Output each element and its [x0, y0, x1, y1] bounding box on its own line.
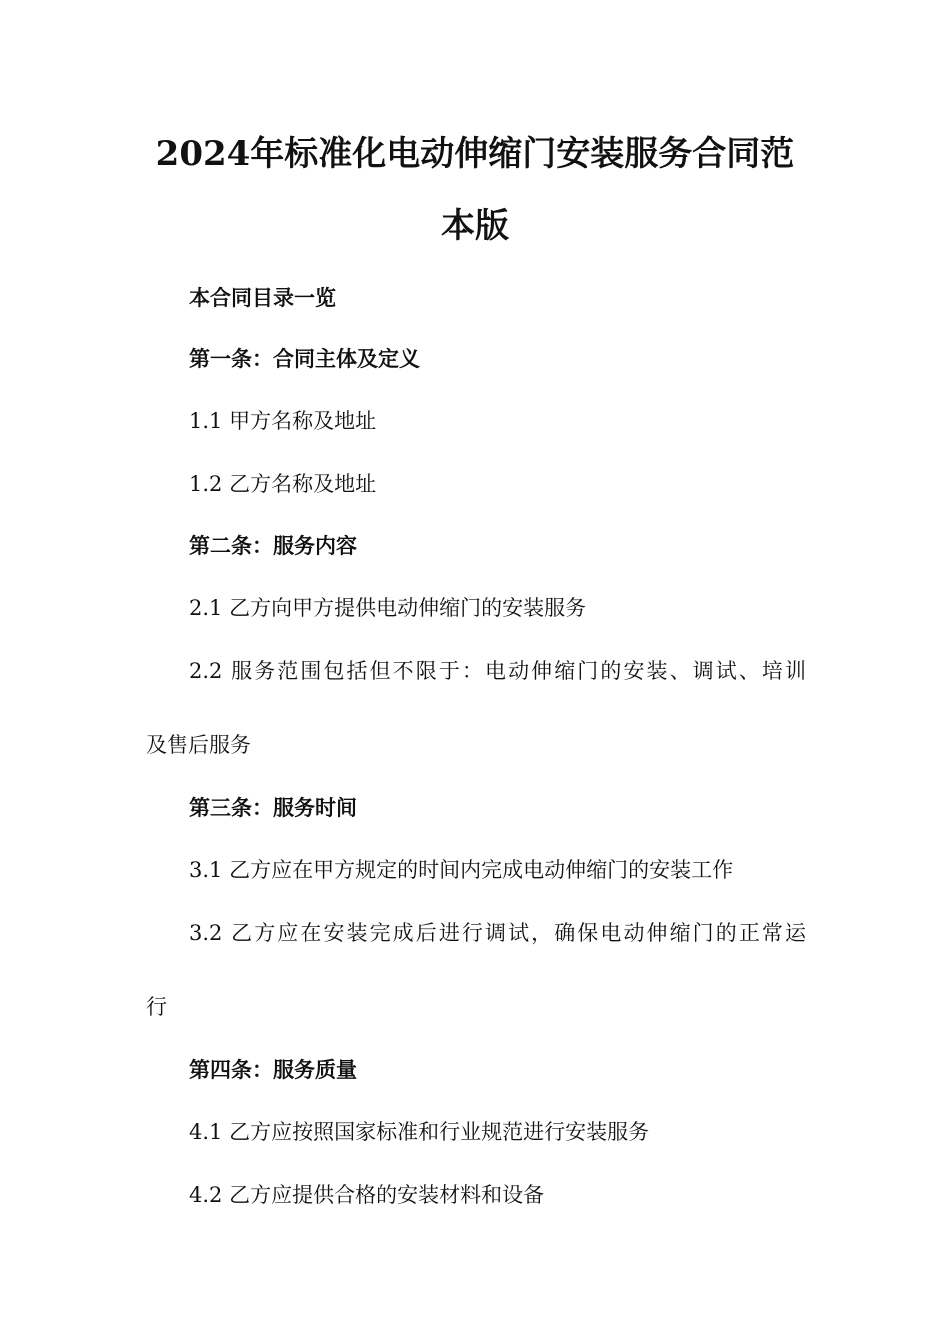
document-title-continued: 本版: [441, 206, 509, 246]
clause-3-1: 3.1 乙方应在甲方规定的时间内完成电动伸缩门的安装工作: [189, 858, 734, 882]
clause-4-1: 4.1 乙方应按照国家标准和行业规范进行安装服务: [189, 1120, 650, 1144]
article-2-heading: 第二条：服务内容: [189, 534, 357, 558]
document-title: 2024年标准化电动伸缩门安装服务合同范: [155, 134, 795, 174]
article-4-heading: 第四条：服务质量: [189, 1058, 357, 1082]
toc-heading: 本合同目录一览: [189, 286, 336, 310]
clause-2-2: 2.2 服务范围包括但不限于：电动伸缩门的安装、调试、培训: [189, 659, 806, 683]
clause-3-2: 3.2 乙方应在安装完成后进行调试，确保电动伸缩门的正常运: [189, 921, 806, 945]
clause-2-2-continued: 及售后服务: [146, 733, 251, 757]
clause-4-2: 4.2 乙方应提供合格的安装材料和设备: [189, 1183, 545, 1207]
clause-3-2-continued: 行: [146, 995, 167, 1019]
article-1-heading: 第一条：合同主体及定义: [189, 347, 420, 371]
article-3-heading: 第三条：服务时间: [189, 796, 357, 820]
clause-1-1: 1.1 甲方名称及地址: [189, 409, 377, 433]
clause-1-2: 1.2 乙方名称及地址: [189, 472, 377, 496]
clause-2-1: 2.1 乙方向甲方提供电动伸缩门的安装服务: [189, 596, 587, 620]
